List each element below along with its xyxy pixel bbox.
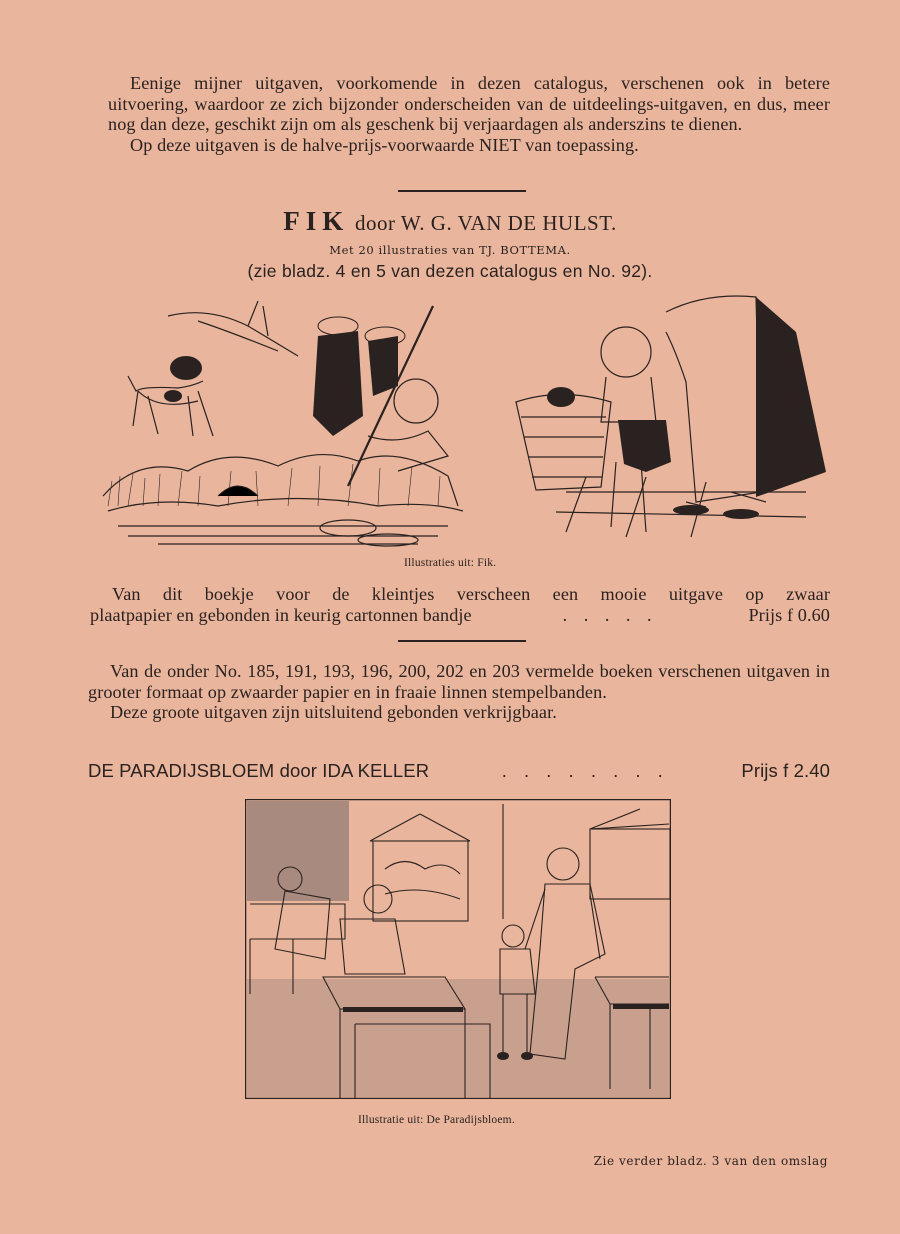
paradijsbloem-byline: door [279, 760, 317, 781]
paradijsbloem-author: IDA KELLER [322, 760, 430, 781]
fik-title: FIK [283, 206, 350, 236]
paradijsbloem-entry [88, 760, 429, 782]
fik-price: Prijs f 0.60 [748, 604, 830, 625]
fik-reference: (zie bladz. 4 en 5 van dezen catalogus en No. 92). [247, 261, 653, 281]
intro-section [108, 73, 830, 155]
footer-note: Zie verder bladz. 3 van den omslag [593, 1154, 828, 1168]
large-editions-notice: Deze groote uitgaven zijn uitsluitend gebonden verkrijgbaar. [110, 702, 557, 722]
illustration-boy-and-dog [98, 296, 470, 556]
fik-price-line [90, 605, 830, 626]
divider [398, 190, 526, 192]
intro-notice: Op deze uitgaven is de halve-prijs-voorwaarde NIET van toepassing. [130, 134, 639, 155]
fik-byline: door W. G. VAN DE HULST. [355, 211, 617, 235]
divider [398, 640, 526, 642]
paradijsbloem-title: DE PARADIJSBLOEM [88, 760, 275, 781]
fik-offer-line2: plaatpapier en gebonden in keurig cartonnen bandje [90, 604, 472, 625]
fik-offer [90, 584, 830, 625]
fik-caption: Illustraties uit: Fik. [404, 557, 497, 569]
fik-heading [0, 206, 900, 237]
paradijsbloem-price-line [88, 760, 830, 782]
paradijsbloem-dots: . . . . . . . . [501, 760, 669, 781]
paradijsbloem-price: Prijs f 2.40 [741, 760, 830, 781]
intro-paragraph: Eenige mijner uitgaven, voorkomende in dezen catalogus, verschenen ook in betere uitvoering, waardoor ze zich bijzonder onderscheiden van de uitdeelings-uitgaven, en dus, meer nog dan deze, geschikt zijn om als geschenk bij verjaardagen als anderszins te dienen. [108, 73, 830, 134]
large-editions-paragraph: Van de onder No. 185, 191, 193, 196, 200, 202 en 203 vermelde boeken verschenen uitgaven in grooter formaat op zwaarder papier en in fraaie linnen stempelbanden. [88, 661, 830, 702]
illustration-classroom [245, 799, 671, 1099]
fik-subtitle: Met 20 illustraties van TJ. BOTTEMA. [329, 243, 571, 257]
fik-offer-line1: Van dit boekje voor de kleintjes verscheen een mooie uitgave op zwaar [112, 584, 830, 604]
illustration-woman-boy-puppy [506, 292, 832, 544]
paradijsbloem-caption: Illustratie uit: De Paradijsbloem. [358, 1114, 515, 1126]
large-editions-section [88, 661, 830, 723]
fik-dots: . . . . . [562, 604, 658, 625]
